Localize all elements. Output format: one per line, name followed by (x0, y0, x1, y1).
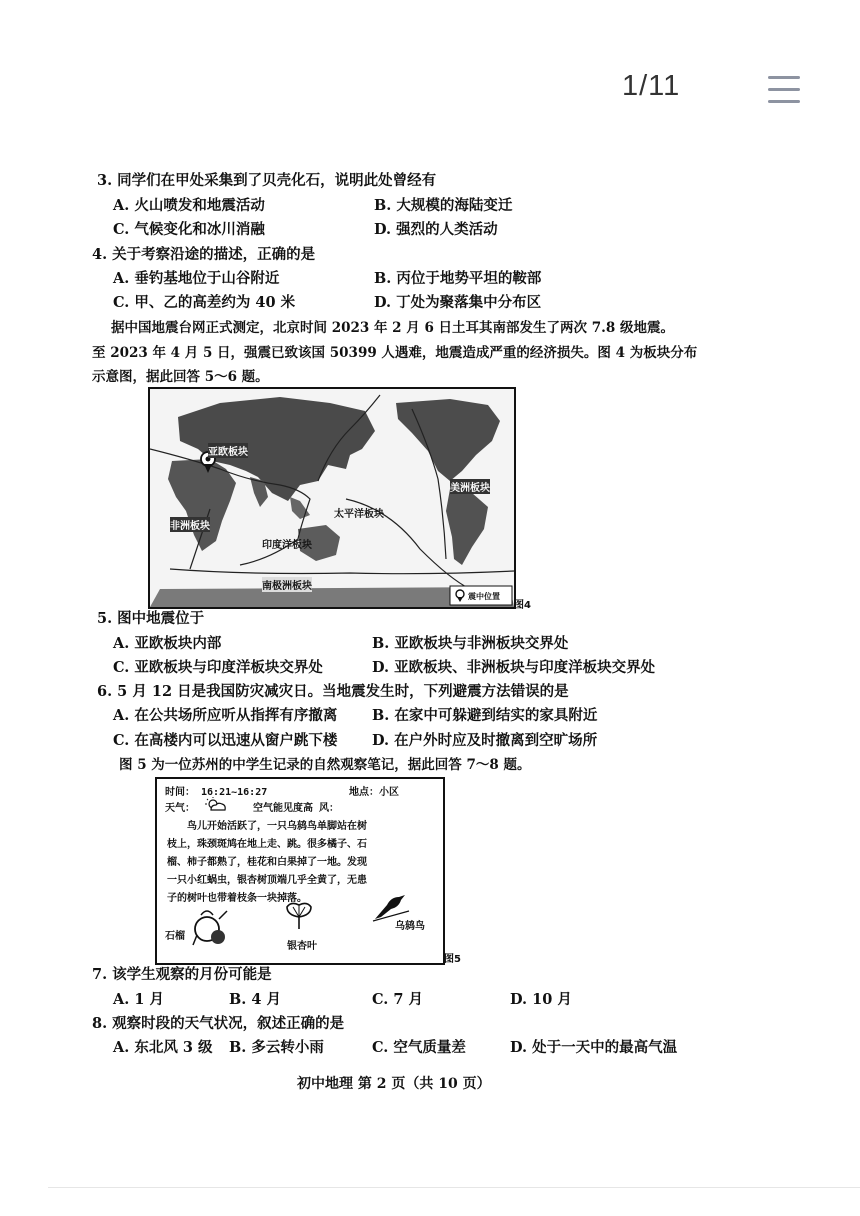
plate-label-african: 非洲板块 (170, 517, 210, 532)
q3-option-b: B. 大规模的海陆变迁 (374, 197, 513, 214)
q3-option-c: C. 气候变化和冰川消融 (113, 221, 265, 238)
q6-option-c: C. 在高楼内可以迅速从窗户跳下楼 (113, 732, 338, 749)
q7-stem: 7. 该学生观察的月份可能是 (92, 966, 272, 983)
passage2: 图 5 为一位苏州的中学生记录的自然观察笔记，据此回答 7～8 题。 (119, 757, 531, 773)
q7-option-b: B. 4 月 (229, 991, 281, 1008)
q4-option-d: D. 丁处为聚落集中分布区 (374, 294, 542, 311)
q5-stem: 5. 图中地震位于 (97, 610, 205, 627)
q4-option-c: C. 甲、乙的高差约为 40 米 (113, 294, 296, 311)
q7-option-c: C. 7 月 (372, 991, 424, 1008)
q5-option-b: B. 亚欧板块与非洲板块交界处 (372, 635, 569, 652)
page-indicator: 1/11 (622, 70, 681, 102)
q8-stem: 8. 观察时段的天气状况，叙述正确的是 (92, 1015, 345, 1032)
plate-label-indian: 印度洋板块 (262, 540, 312, 551)
observation-note (155, 777, 445, 965)
passage1-line3: 示意图，据此回答 5～6 题。 (92, 369, 269, 385)
note-line1: 鸟儿开始活跃了，一只乌鸫鸟单脚站在树 (187, 821, 367, 832)
blackbird-label: 乌鸫鸟 (395, 921, 425, 932)
figure4-label: 图4 (514, 600, 531, 611)
q4-option-b: B. 丙位于地势平坦的鞍部 (374, 270, 542, 287)
passage1-line1: 据中国地震台网正式测定，北京时间 2023 年 2 月 6 日土耳其南部发生了两次 7.8 级地震。 (111, 320, 674, 336)
pomegranate-icon (191, 905, 231, 947)
note-time: 时间： 16:21~16:27 (165, 787, 268, 798)
viewer-bottom-divider (48, 1187, 860, 1188)
q5-option-c: C. 亚欧板块与印度洋板块交界处 (113, 659, 323, 676)
q4-stem: 4. 关于考察沿途的描述，正确的是 (92, 246, 316, 263)
q8-option-b: B. 多云转小雨 (229, 1039, 324, 1056)
plate-label-pacific: 太平洋板块 (334, 509, 384, 520)
passage1-line2: 至 2023 年 4 月 5 日，强震已致该国 50399 人遇难，地震造成严重的经济损失。图 4 为板块分布 (92, 345, 698, 361)
page-footer: 初中地理 第 2 页（共 10 页） (297, 1076, 491, 1092)
plate-label-antarctic: 南极洲板块 (262, 577, 312, 592)
figure5-label: 图5 (444, 954, 461, 965)
q6-option-d: D. 在户外时应及时撤离到空旷场所 (372, 732, 598, 749)
note-line4: 一只小红蜗虫，银杏树顶端几乎全黄了，无患 (167, 875, 367, 886)
q4-option-a: A. 垂钓基地位于山谷附近 (113, 270, 280, 287)
q8-option-a: A. 东北风 3 级 (113, 1039, 213, 1056)
q7-option-d: D. 10 月 (510, 991, 572, 1008)
q5-option-a: A. 亚欧板块内部 (113, 635, 222, 652)
q6-stem: 6. 5 月 12 日是我国防灾减灾日。当地震发生时，下列避震方法错误的是 (97, 683, 569, 700)
pomegranate-label: 石榴 (165, 931, 185, 942)
q8-option-d: D. 处于一天中的最高气温 (510, 1039, 678, 1056)
q3-option-d: D. 强烈的人类活动 (374, 221, 498, 238)
q7-option-a: A. 1 月 (113, 991, 164, 1008)
q3-stem: 3. 同学们在甲处采集到了贝壳化石，说明此处曾经有 (97, 172, 437, 189)
q8-option-c: C. 空气质量差 (372, 1039, 466, 1056)
note-line3: 榴、柿子都熟了，桂花和白果掉了一地。发现 (167, 857, 367, 868)
note-weather: 天气： (165, 803, 195, 814)
map-legend-epicenter: 震中位置 (468, 592, 500, 601)
plate-label-american: 美洲板块 (450, 479, 490, 494)
plate-map-graphic (150, 389, 514, 607)
ginkgo-label: 银杏叶 (287, 941, 317, 952)
cloudy-icon (205, 797, 227, 811)
q3-option-a: A. 火山喷发和地震活动 (113, 197, 265, 214)
ginkgo-leaf-icon (283, 899, 315, 935)
note-air: 空气能见度高 风： (253, 803, 340, 814)
note-place: 地点：小区 (349, 787, 399, 798)
q6-option-a: A. 在公共场所应听从指挥有序撤离 (113, 707, 338, 724)
plate-label-eurasian: 亚欧板块 (208, 443, 248, 458)
note-line2: 枝上，珠颈斑鸠在地上走、跳。很多橘子、石 (167, 839, 367, 850)
plate-map (148, 387, 516, 609)
q5-option-d: D. 亚欧板块、非洲板块与印度洋板块交界处 (372, 659, 656, 676)
note-line5: 子的树叶也带着枝条一块掉落。 (167, 893, 307, 904)
q6-option-b: B. 在家中可躲避到结实的家具附近 (372, 707, 598, 724)
